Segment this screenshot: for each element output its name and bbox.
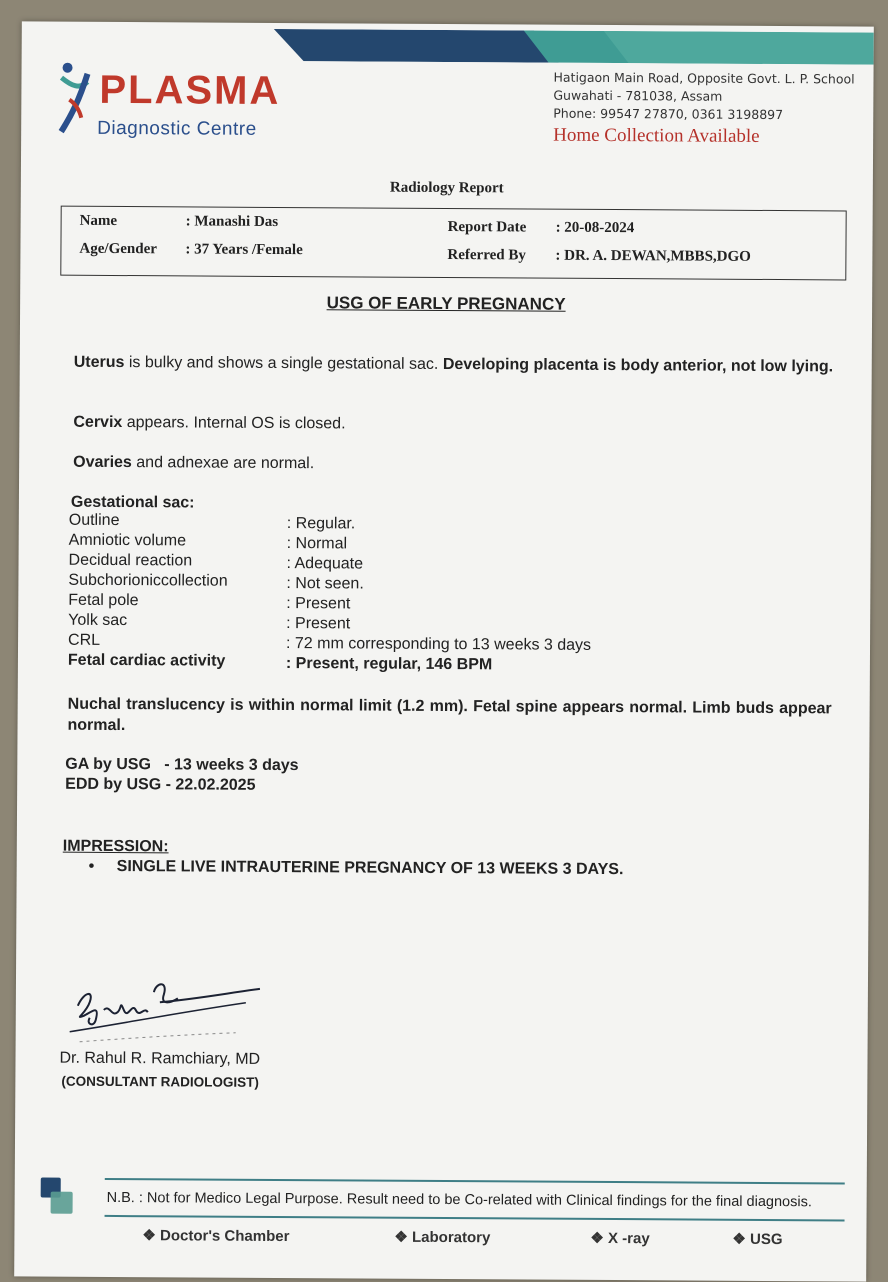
nuchal-finding: Nuchal translucency is within normal limit (1.2 mm). Fetal spine appears normal. Limb buds appear normal. (67, 695, 832, 735)
address-line-1: Hatigaon Main Road, Opposite Govt. L. P. School (553, 69, 855, 87)
bullet-icon: • (88, 857, 95, 875)
ovaries-finding (73, 452, 833, 478)
service-doctors-chamber: ❖ Doctor's Chamber (142, 1227, 290, 1246)
sac-row-key: Amniotic volume (68, 531, 187, 550)
plasma-logo (57, 60, 281, 145)
name-value: : Manashi Das (185, 213, 279, 230)
service-usg: ❖ USG (732, 1230, 783, 1249)
impression-heading: IMPRESSION: (62, 837, 169, 856)
sac-row-key: Decidual reaction (68, 551, 193, 570)
doctor-signature (60, 962, 281, 1053)
cervix-finding (73, 412, 833, 438)
impression-text: SINGLE LIVE INTRAUTERINE PREGNANCY OF 13 WEEKS 3 DAYS. (116, 858, 624, 879)
sac-row-value: : Regular. (286, 515, 356, 533)
cervix-bold: Cervix (73, 413, 123, 432)
ref-value: : DR. A. DEWAN,MBBS,DGO (555, 247, 751, 265)
service-xray: ❖ X -ray (590, 1229, 650, 1248)
footer-divider-top (105, 1178, 845, 1185)
plasma-logo-icon (57, 60, 97, 140)
edd-by-usg: EDD by USG - 22.02.2025 (65, 775, 256, 794)
ref-label: Referred By (447, 247, 526, 264)
brand-subtitle: Diagnostic Centre (97, 117, 257, 140)
patient-info-box (60, 206, 846, 281)
sac-row-value: : Present, regular, 146 BPM (285, 655, 493, 674)
sac-row-value: : 72 mm corresponding to 13 weeks 3 days (285, 635, 592, 654)
placenta-text: Developing placenta is body anterior, not low lying. (442, 355, 834, 376)
sac-row-key: Fetal cardiac activity (67, 651, 226, 670)
sac-row-key: Fetal pole (68, 591, 139, 610)
header-color-band (274, 29, 874, 65)
sac-row-value: : Normal (286, 535, 348, 553)
sac-row-key: Outline (68, 511, 120, 530)
sac-row-key: Yolk sac (68, 611, 128, 630)
ga-by-usg: GA by USG - 13 weeks 3 days (65, 755, 299, 775)
footer-teal-square (51, 1192, 73, 1214)
footer-divider-bottom (105, 1215, 845, 1222)
date-value: : 20-08-2024 (555, 219, 635, 237)
sac-row-value: : Not seen. (286, 575, 364, 593)
doctor-name: Dr. Rahul R. Ramchiary, MD (59, 1049, 261, 1068)
doctor-title: (CONSULTANT RADIOLOGIST) (61, 1073, 259, 1090)
ovaries-text: and adnexae are normal. (131, 454, 315, 473)
sac-row-value: : Present (286, 615, 351, 633)
exam-title: USG OF EARLY PREGNANCY (326, 293, 566, 314)
name-label: Name (79, 212, 118, 229)
brand-name: PLASMA (99, 67, 281, 113)
footer-note: N.B. : Not for Medico Legal Purpose. Result need to be Co-related with Clinical findings for the final diagnosis. (106, 1189, 812, 1211)
impression-item (89, 856, 849, 882)
date-label: Report Date (447, 219, 527, 236)
address-line-2: Guwahati - 781038, Assam (553, 87, 723, 104)
uterus-text: is bulky and shows a single gestational sac. (124, 354, 443, 373)
home-collection: Home Collection Available (553, 124, 760, 147)
age-label: Age/Gender (79, 240, 157, 258)
service-laboratory: ❖ Laboratory (394, 1228, 491, 1247)
sac-row-key: CRL (68, 631, 101, 649)
cervix-text: appears. Internal OS is closed. (122, 414, 346, 433)
gestational-sac-heading: Gestational sac: (70, 493, 195, 512)
ovaries-bold: Ovaries (73, 453, 132, 472)
report-sheet (14, 21, 874, 1281)
phone-line: Phone: 99547 27870, 0361 3198897 (553, 105, 784, 123)
sac-row-value: : Adequate (286, 555, 364, 573)
report-title: Radiology Report (389, 179, 504, 197)
sac-row-key: Subchorioniccollection (68, 571, 228, 590)
age-value: : 37 Years /Female (185, 241, 303, 259)
uterus-finding (74, 352, 834, 378)
uterus-bold: Uterus (73, 353, 125, 372)
clinic-address (553, 69, 855, 147)
sac-row-value: : Present (286, 595, 351, 613)
